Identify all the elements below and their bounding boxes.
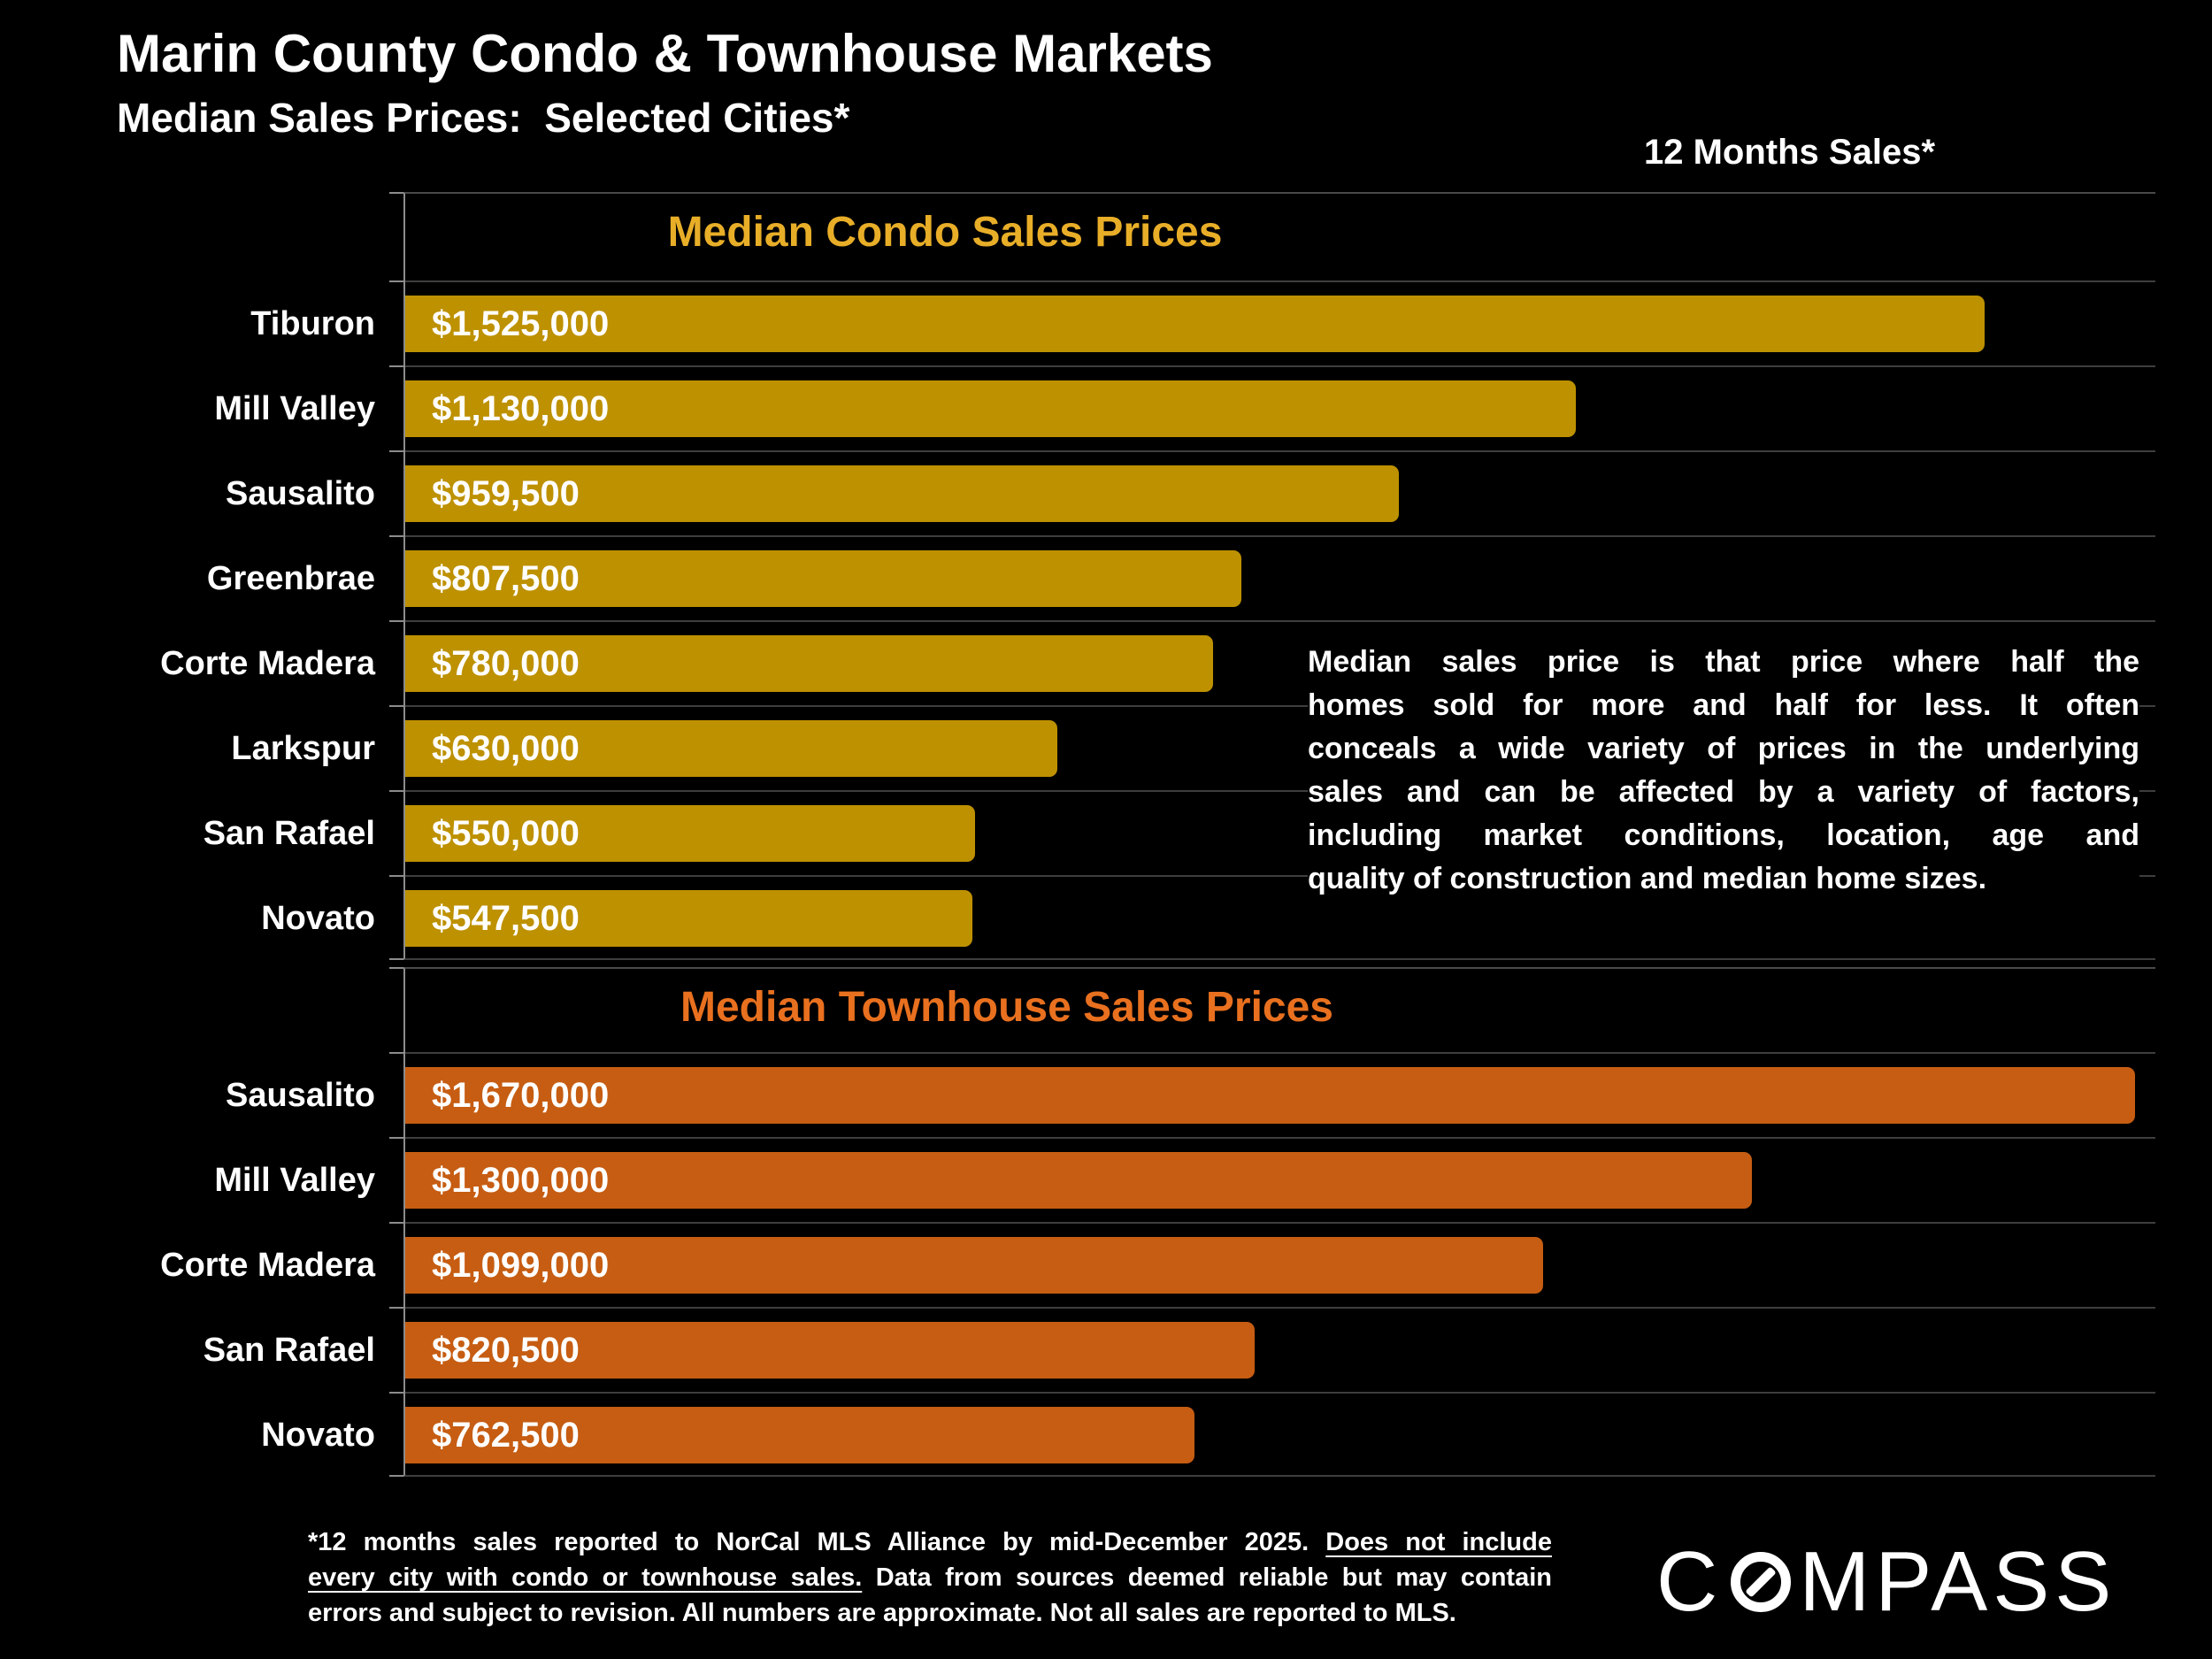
axis-tick [389,958,403,960]
footnote-line [308,1525,1552,1560]
axis-tick [389,192,403,194]
footnote-text: errors and subject to revision. All numbers are approximate. Not all sales are reported to MLS. [308,1599,1456,1627]
bar [405,465,1399,522]
axis-tick [389,1222,403,1224]
bar-value-label: $547,500 [432,899,580,938]
category-label: Novato [261,1417,375,1454]
note-line: including market conditions, location, age and [1308,818,2139,852]
bar-value-label: $550,000 [432,814,580,853]
condo-chart-title: Median Condo Sales Prices [667,209,1223,256]
townhouse-chart-rows [160,1052,2155,1477]
bar-value-label: $762,500 [432,1416,580,1455]
axis-tick [389,450,403,452]
bar-value-label: $1,670,000 [432,1076,610,1115]
bar [405,1322,1255,1379]
townhouse-chart-title: Median Townhouse Sales Prices [680,984,1333,1031]
category-label: Novato [261,900,375,937]
note-line: homes sold for more and half for less. It often [1308,688,2139,722]
footnote-underlined-text: every city with condo or townhouse sales. [308,1563,863,1592]
chart-row [214,365,2155,450]
footnote-text: Data from sources deemed reliable but may contain [862,1563,1552,1592]
twelve-months-sales-label: 12 Months Sales* [1644,133,1936,172]
median-price-explanation [1308,641,2139,901]
bar [405,635,1213,692]
footnote-line [308,1595,1552,1631]
axis-tick [389,967,403,969]
footnote-text: *12 months sales reported to NorCal MLS Alliance by mid-December 2025. [308,1528,1326,1556]
bar [405,805,975,862]
category-label: Tiburon [250,305,375,342]
chart-row [160,1222,2155,1307]
note-line: conceals a wide variety of prices in the underlying [1308,732,2139,765]
chart-row [203,1307,2155,1392]
bar [405,550,1241,607]
axis-tick [389,1307,403,1309]
bar-value-label: $820,500 [432,1331,580,1370]
bar-value-label: $1,300,000 [432,1161,610,1200]
footnote-line [308,1560,1552,1595]
page-title: Marin County Condo & Townhouse Markets [117,24,1213,83]
category-label: Mill Valley [214,390,375,427]
axis-tick [389,365,403,367]
chart-row [214,1137,2155,1222]
bar [405,380,1576,437]
bar [405,1067,2135,1124]
chart-row [261,1392,2155,1477]
axis-tick [389,1475,403,1477]
axis-tick [389,790,403,792]
category-label: Greenbrae [206,560,375,597]
bar [405,890,972,947]
category-label: Larkspur [231,730,375,767]
bar-value-label: $959,500 [432,474,580,513]
compass-logo-letters: MPASS [1799,1534,2117,1629]
note-line: sales and can be affected by a variety of factors, [1308,775,2139,809]
axis-tick [389,620,403,622]
note-line: quality of construction and median home sizes. [1308,862,1987,895]
bar-value-label: $1,525,000 [432,304,610,343]
axis-tick [389,875,403,877]
page-subtitle: Median Sales Prices: Selected Cities* [117,95,850,141]
category-label: Sausalito [226,1077,375,1114]
axis-tick [389,535,403,537]
category-label: Mill Valley [214,1162,375,1199]
axis-tick [389,1392,403,1394]
category-label: Corte Madera [160,1247,375,1284]
townhouse-chart [160,967,2155,1477]
category-label: Corte Madera [160,645,375,682]
compass-logo-letter: C [1656,1534,1724,1629]
footnote [308,1525,1552,1631]
footnote-underlined-text: Does not include [1325,1528,1552,1556]
bar [405,1407,1194,1463]
bar-value-label: $780,000 [432,644,580,683]
chart-row [226,1052,2155,1137]
category-label: San Rafael [203,1332,375,1369]
category-label: San Rafael [203,815,375,852]
compass-logo [1656,1534,2117,1629]
note-line: Median sales price is that price where half the [1308,645,2139,679]
chart-row [206,535,2155,620]
chart-row [226,450,2155,535]
bar-value-label: $630,000 [432,729,580,768]
axis-tick [389,280,403,282]
bar-value-label: $1,099,000 [432,1246,610,1285]
axis-tick [389,1137,403,1139]
axis-tick [389,705,403,707]
compass-needle-icon [1731,1552,1791,1612]
bar-value-label: $1,130,000 [432,389,610,428]
bar [405,720,1057,777]
bar [405,1237,1543,1294]
axis-tick [389,1052,403,1054]
bar [405,1152,1752,1209]
bar [405,296,1985,352]
bar-value-label: $807,500 [432,559,580,598]
chart-row [250,280,2155,365]
category-label: Sausalito [226,475,375,512]
